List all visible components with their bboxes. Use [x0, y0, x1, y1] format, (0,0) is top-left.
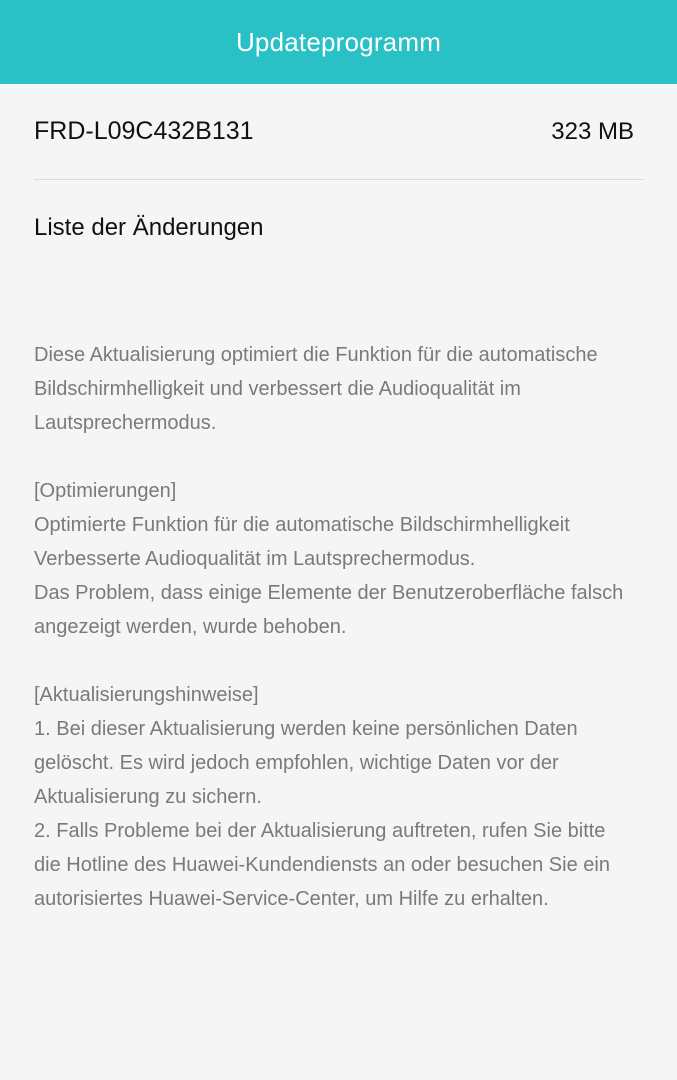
- paragraph-spacer: [34, 644, 643, 678]
- changelog-title: Liste der Änderungen: [34, 214, 264, 241]
- package-info-row: [34, 84, 644, 180]
- changelog-line: die Hotline des Huawei-Kundendiensts an oder besuchen Sie ein: [34, 854, 610, 876]
- changelog-line: Lautsprechermodus.: [34, 412, 217, 434]
- paragraph-spacer: [34, 440, 643, 474]
- notes-section: [34, 678, 643, 916]
- update-content: [0, 84, 677, 916]
- page-title: Updateprogramm: [235, 26, 442, 57]
- changelog-line: Bildschirmhelligkeit und verbessert die Audioqualität im: [34, 378, 521, 400]
- changelog-line: Verbesserte Audioqualität im Lautsprechermodus.: [34, 548, 476, 570]
- size-label: 323 MB: [551, 117, 634, 145]
- optimizations-section: [34, 474, 643, 644]
- app-header: [0, 0, 677, 84]
- optimizations-heading: [Optimierungen]: [34, 480, 177, 502]
- changelog-line: 1. Bei dieser Aktualisierung werden keine persönlichen Daten: [34, 718, 578, 740]
- changelog-line: angezeigt werden, wurde behoben.: [34, 616, 347, 638]
- changelog-intro: [34, 338, 643, 440]
- changelog-line: autorisiertes Huawei-Service-Center, um Hilfe zu erhalten.: [34, 888, 549, 910]
- version-label: FRD-L09C432B131: [34, 117, 254, 145]
- changelog-line: gelöscht. Es wird jedoch empfohlen, wichtige Daten vor der: [34, 752, 559, 774]
- changelog-line: 2. Falls Probleme bei der Aktualisierung auftreten, rufen Sie bitte: [34, 820, 606, 842]
- changelog-line: Optimierte Funktion für die automatische Bildschirmhelligkeit: [34, 514, 570, 536]
- notes-heading: [Aktualisierungshinweise]: [34, 684, 259, 706]
- changelog-line: Das Problem, dass einige Elemente der Benutzeroberfläche falsch: [34, 582, 624, 604]
- changelog-line: Aktualisierung zu sichern.: [34, 786, 262, 808]
- changelog-body: [34, 338, 643, 916]
- changelog-line: Diese Aktualisierung optimiert die Funktion für die automatische: [34, 344, 598, 366]
